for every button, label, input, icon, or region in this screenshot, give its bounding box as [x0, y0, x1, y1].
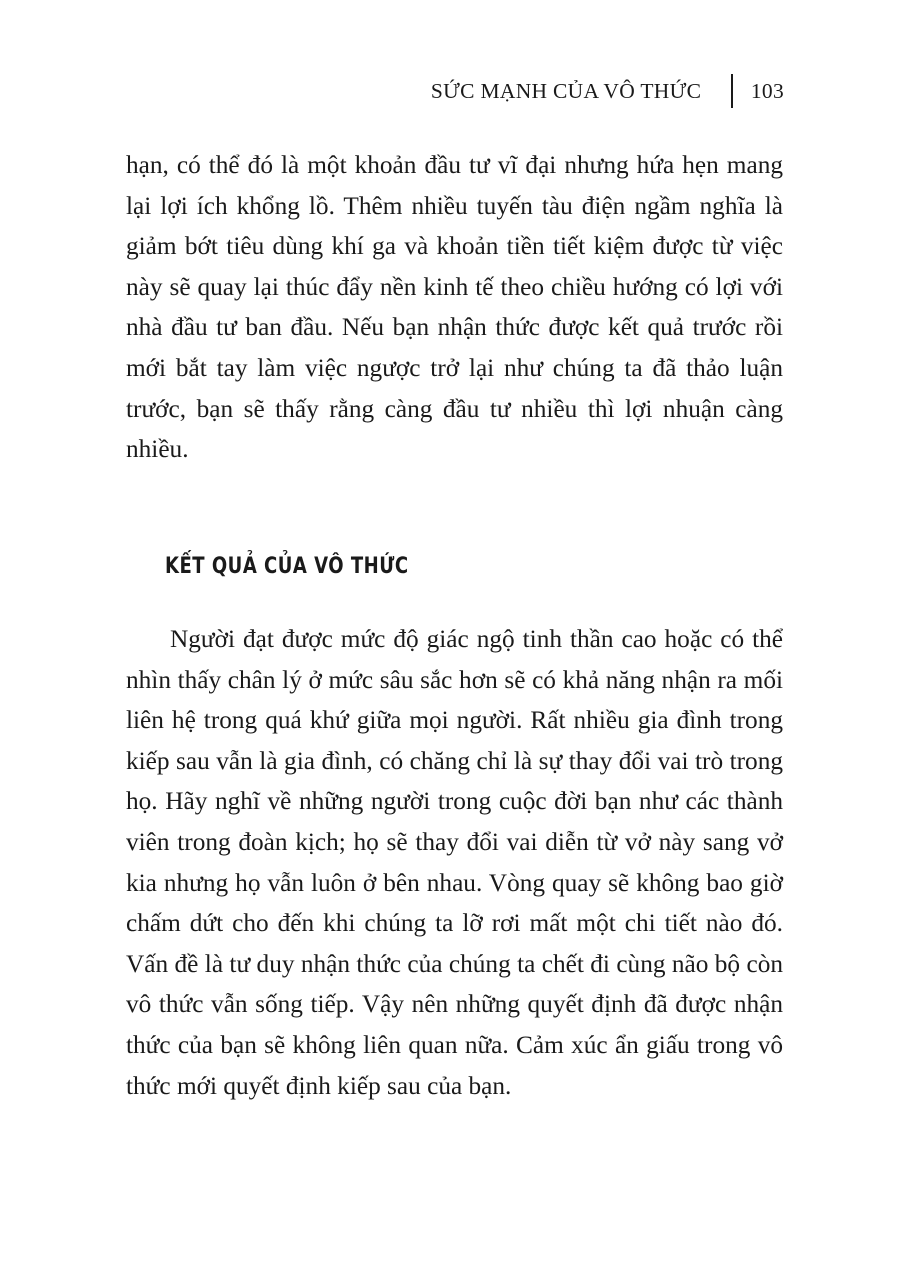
body-paragraph: Người đạt được mức độ giác ngộ tinh thần cao hoặc có thể nhìn thấy chân lý ở mức sâu sắc hơn sẽ có khả năng nhận ra mối liên hệ trong quá khứ giữa mọi người. Rất nhiều gia đình trong kiếp sau vẫn là gia đình, có chăng chỉ là sự thay đổi vai trò trong họ. Hãy nghĩ về những người trong cuộc đời bạn như các thành viên trong đoàn kịch; họ sẽ thay đổi vai diễn từ vở này sang vở kia nhưng họ vẫn luôn ở bên nhau. Vòng quay sẽ không bao giờ chấm dứt cho đến khi chúng ta lỡ rơi mất một chi tiết nào đó. Vấn đề là tư duy nhận thức của chúng ta chết đi cùng não bộ còn vô thức vẫn sống tiếp. Vậy nên những quyết định đã được nhận thức của bạn sẽ không liên quan nữa. Cảm xúc ẩn giấu trong vô thức mới quyết định kiếp sau của bạn.	[126, 625, 783, 1100]
running-header-title: SỨC MẠNH CỦA VÔ THỨC	[430, 78, 702, 103]
page-number: 103	[750, 78, 784, 103]
running-header	[431, 74, 784, 108]
body-paragraph-continued: hạn, có thể đó là một khoản đầu tư vĩ đại nhưng hứa hẹn mang lại lợi ích khổng lồ. Thêm nhiều tuyến tàu điện ngầm nghĩa là giảm bớt tiêu dùng khí ga và khoản tiền tiết kiệm được từ việc này sẽ quay lại thúc đẩy nền kinh tế theo chiều hướng có lợi với nhà đầu tư ban đầu. Nếu bạn nhận thức được kết quả trước rồi mới bắt tay làm việc ngược trở lại như chúng ta đã thảo luận trước, bạn sẽ thấy rằng càng đầu tư nhiều thì lợi nhuận càng nhiều.	[126, 151, 783, 464]
section-heading: KẾT QUẢ CỦA VÔ THỨC	[165, 554, 409, 579]
